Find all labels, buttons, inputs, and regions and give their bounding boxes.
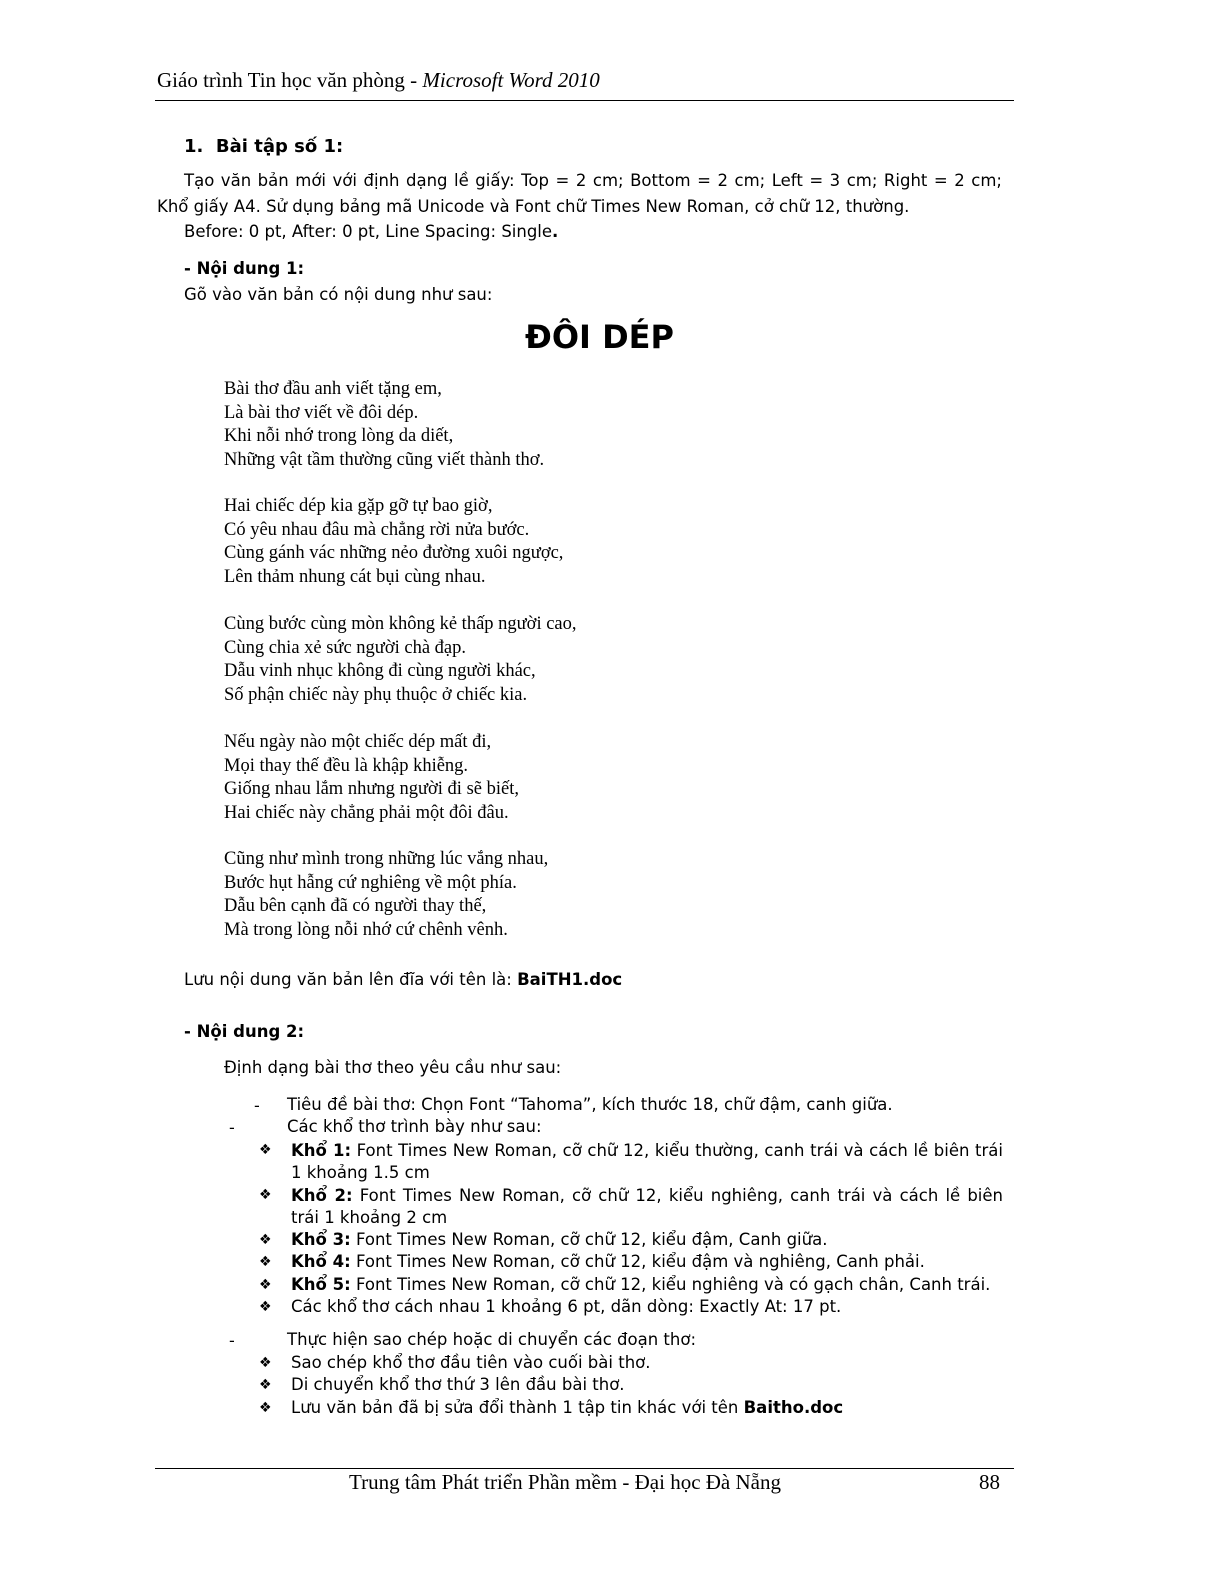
kho-text: Font Times New Roman, cỡ chữ 12, kiểu thường, canh trái và cách lề biên trái	[351, 1141, 1003, 1160]
header-italic: Microsoft Word 2010	[422, 68, 600, 92]
kho-text-cont: 1 khoảng 1.5 cm	[291, 1163, 430, 1182]
content2-heading: - Nội dung 2:	[184, 1022, 305, 1041]
poem-line: Lên thảm nhung cát bụi cùng nhau.	[224, 566, 486, 587]
kho-label: Khổ 2:	[291, 1186, 353, 1205]
intro-line-3	[184, 222, 558, 241]
kho-1	[291, 1140, 1003, 1184]
content1-heading: - Nội dung 1:	[184, 259, 305, 278]
page-header	[157, 68, 1013, 93]
copy-step-1: Sao chép khổ thơ đầu tiên vào cuối bài thơ.	[291, 1353, 651, 1372]
kho-2	[291, 1185, 1003, 1229]
kho-text: Font Times New Roman, cỡ chữ 12, kiểu nghiêng, canh trái và cách lề biên	[352, 1186, 1003, 1205]
copy-step-2: Di chuyển khổ thơ thứ 3 lên đầu bài thơ.	[291, 1375, 625, 1394]
kho-text: Font Times New Roman, cỡ chữ 12, kiểu đậm, Canh giữa.	[350, 1230, 828, 1249]
poem-stanza-5	[224, 848, 548, 942]
kho-label: Khổ 5:	[291, 1275, 351, 1294]
poem-line: Những vật tầm thường cũng viết thành thơ.	[224, 449, 545, 470]
copy-step-3-filename: Baitho.doc	[743, 1398, 844, 1417]
section-title: Bài tập số 1:	[215, 136, 344, 157]
footer-rule	[155, 1468, 1014, 1469]
content2-item-2: Các khổ thơ trình bày như sau:	[287, 1117, 542, 1136]
save-filename: BaiTH1.doc	[517, 970, 623, 989]
kho-5	[291, 1275, 990, 1294]
dash-bullet: -	[229, 1118, 235, 1137]
poem-stanza-4	[224, 731, 519, 825]
poem-line: Có yêu nhau đâu mà chẳng rời nửa bước.	[224, 519, 530, 540]
poem-line: Mọi thay thế đều là khập khiễng.	[224, 755, 469, 776]
intro-line-2: Khổ giấy A4. Sử dụng bảng mã Unicode và Font chữ Times New Roman, cở chữ 12, thường.	[157, 197, 910, 216]
kho-label: Khổ 4:	[291, 1252, 351, 1271]
intro-line-3-period: .	[552, 222, 559, 241]
content1-instruction: Gõ vào văn bản có nội dung như sau:	[184, 285, 493, 304]
kho-text: Font Times New Roman, cỡ chữ 12, kiểu nghiêng và có gạch chân, Canh trái.	[350, 1275, 991, 1294]
poem-line: Hai chiếc dép kia gặp gỡ tự bao giờ,	[224, 496, 493, 516]
diamond-bullet-icon: ❖	[259, 1187, 272, 1203]
poem-stanza-2	[224, 495, 563, 589]
poem-line: Bài thơ đầu anh viết tặng em,	[224, 379, 442, 399]
poem-line: Là bài thơ viết về đôi dép.	[224, 402, 419, 423]
poem-line: Cùng chia xẻ sức người chà đạp.	[224, 637, 467, 658]
poem-line: Dẫu vinh nhục không đi cùng người khác,	[224, 661, 536, 681]
diamond-bullet-icon: ❖	[259, 1277, 272, 1293]
section-number: 1.	[184, 136, 204, 157]
diamond-bullet-icon: ❖	[259, 1299, 272, 1315]
header-rule	[155, 100, 1014, 101]
section-heading	[184, 136, 343, 157]
poem-line: Cùng bước cùng mòn không kẻ thấp người cao,	[224, 614, 577, 634]
poem-stanza-3	[224, 613, 577, 707]
spacing-instruction: Các khổ thơ cách nhau 1 khoảng 6 pt, dãn dòng: Exactly At: 17 pt.	[291, 1297, 842, 1316]
diamond-bullet-icon: ❖	[259, 1355, 272, 1371]
header-text: Giáo trình Tin học văn phòng -	[157, 68, 423, 92]
poem-line: Giống nhau lắm nhưng người đi sẽ biết,	[224, 779, 519, 799]
intro-line-1: Tạo văn bản mới với định dạng lề giấy: Top = 2 cm; Bottom = 2 cm; Left = 3 cm; Right = 2 cm;	[184, 171, 1002, 190]
kho-text: Font Times New Roman, cỡ chữ 12, kiểu đậm và nghiêng, Canh phải.	[350, 1252, 925, 1271]
content2-item-1: Tiêu đề bài thơ: Chọn Font “Tahoma”, kích thước 18, chữ đậm, canh giữa.	[287, 1095, 893, 1114]
diamond-bullet-icon: ❖	[259, 1232, 272, 1248]
diamond-bullet-icon: ❖	[259, 1142, 272, 1158]
save-text: Lưu nội dung văn bản lên đĩa với tên là:	[184, 970, 518, 989]
poem-line: Số phận chiếc này phụ thuộc ở chiếc kia.	[224, 684, 528, 705]
intro-line-3-text: Before: 0 pt, After: 0 pt, Line Spacing: Single	[184, 222, 553, 241]
kho-4	[291, 1252, 925, 1271]
copy-step-3-text: Lưu văn bản đã bị sửa đổi thành 1 tập tin khác với tên	[291, 1398, 744, 1417]
kho-3	[291, 1230, 827, 1249]
content2-item-3: Thực hiện sao chép hoặc di chuyển các đoạn thơ:	[287, 1330, 697, 1349]
dash-bullet: -	[254, 1096, 260, 1115]
poem-line: Khi nỗi nhớ trong lòng da diết,	[224, 426, 454, 446]
copy-step-3	[291, 1398, 843, 1417]
diamond-bullet-icon: ❖	[259, 1377, 272, 1393]
poem-line: Bước hụt hẫng cứ nghiêng về một phía.	[224, 872, 517, 893]
dash-bullet: -	[229, 1331, 235, 1350]
diamond-bullet-icon: ❖	[259, 1254, 272, 1270]
poem-title: ĐÔI DÉP	[525, 318, 674, 356]
footer-text: Trung tâm Phát triển Phần mềm - Đại học Đà Nẵng	[349, 1470, 781, 1494]
content2-instruction: Định dạng bài thơ theo yêu cầu như sau:	[224, 1058, 562, 1077]
kho-label: Khổ 1:	[291, 1141, 352, 1160]
diamond-bullet-icon: ❖	[259, 1400, 272, 1416]
poem-stanza-1	[224, 378, 544, 472]
kho-label: Khổ 3:	[291, 1230, 351, 1249]
poem-line: Cùng gánh vác những nẻo đường xuôi ngược,	[224, 543, 564, 563]
kho-text-cont: trái 1 khoảng 2 cm	[291, 1208, 448, 1227]
page-number: 88	[979, 1470, 1000, 1494]
poem-line: Cũng như mình trong những lúc vắng nhau,	[224, 849, 549, 869]
poem-line: Dẫu bên cạnh đã có người thay thế,	[224, 896, 487, 916]
save-instruction	[184, 970, 622, 989]
poem-line: Hai chiếc này chẳng phải một đôi đâu.	[224, 802, 509, 823]
poem-line: Nếu ngày nào một chiếc dép mất đi,	[224, 732, 492, 752]
poem-line: Mà trong lòng nỗi nhớ cứ chênh vênh.	[224, 919, 508, 940]
